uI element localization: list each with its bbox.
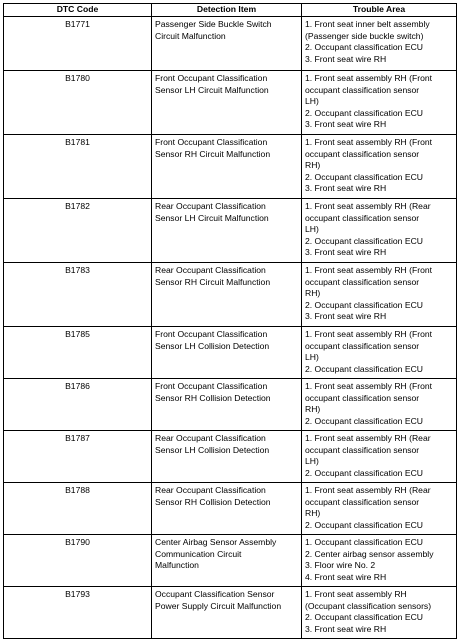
trouble-area-line: 2. Occupant classification ECU bbox=[305, 612, 423, 623]
trouble-area-line: 2. Occupant classification ECU bbox=[305, 235, 423, 246]
trouble-area-line: 3. Front seat wire RH bbox=[305, 623, 387, 634]
trouble-area-line: 2. Occupant classification ECU bbox=[305, 363, 423, 374]
trouble-area-line: 2. Occupant classification ECU bbox=[305, 467, 423, 478]
trouble-area-line: 1. Front seat inner belt assembly bbox=[305, 19, 430, 29]
trouble-area-line: 1. Front seat assembly RH (Front bbox=[305, 265, 433, 275]
trouble-area-cell bbox=[302, 71, 457, 135]
table-row bbox=[4, 431, 457, 483]
table-row bbox=[4, 199, 457, 263]
trouble-area-line: 3. Front seat wire RH bbox=[305, 119, 387, 130]
trouble-area-line: 1. Front seat assembly RH (Rear bbox=[305, 201, 431, 211]
trouble-area-cell bbox=[302, 17, 457, 71]
trouble-area-line: 1. Front seat assembly RH (Front bbox=[305, 329, 433, 339]
trouble-area-line: 1. Front seat assembly RH (Front bbox=[305, 73, 433, 83]
dtc-code-cell: B1780 bbox=[4, 71, 152, 135]
header-dtc-code: DTC Code bbox=[4, 4, 152, 17]
table-row bbox=[4, 263, 457, 327]
trouble-area-cell bbox=[302, 535, 457, 587]
trouble-area-line: 4. Front seat wire RH bbox=[305, 571, 387, 582]
trouble-area-line: occupant classification sensor bbox=[305, 148, 420, 159]
trouble-area-cell bbox=[302, 587, 457, 639]
detection-item-cell bbox=[152, 535, 302, 587]
detection-item-cell bbox=[152, 199, 302, 263]
detection-item-line: Circuit Malfunction bbox=[155, 30, 226, 41]
table-row bbox=[4, 327, 457, 379]
table-header-row bbox=[4, 4, 457, 17]
dtc-code-cell: B1785 bbox=[4, 327, 152, 379]
trouble-area-line: (Occupant classification sensors) bbox=[305, 600, 432, 611]
trouble-area-line: occupant classification sensor bbox=[305, 444, 420, 455]
detection-item-line: Front Occupant Classification bbox=[155, 329, 268, 339]
trouble-area-line: occupant classification sensor bbox=[305, 340, 420, 351]
trouble-area-line: 3. Front seat wire RH bbox=[305, 311, 387, 322]
detection-item-cell bbox=[152, 135, 302, 199]
detection-item-cell bbox=[152, 17, 302, 71]
detection-item-line: Sensor RH Circuit Malfunction bbox=[155, 276, 271, 287]
trouble-area-cell bbox=[302, 431, 457, 483]
detection-item-cell bbox=[152, 327, 302, 379]
trouble-area-line: 2. Occupant classification ECU bbox=[305, 107, 423, 118]
detection-item-line: Sensor RH Collision Detection bbox=[155, 392, 271, 403]
detection-item-line: Sensor RH Circuit Malfunction bbox=[155, 148, 271, 159]
detection-item-line: Sensor RH Collision Detection bbox=[155, 496, 271, 507]
header-detection-item: Detection Item bbox=[152, 4, 302, 17]
detection-item-cell bbox=[152, 379, 302, 431]
trouble-area-line: (Passenger side buckle switch) bbox=[305, 30, 424, 41]
trouble-area-line: 1. Front seat assembly RH (Front bbox=[305, 381, 433, 391]
detection-item-line: Passenger Side Buckle Switch bbox=[155, 19, 272, 29]
detection-item-line: Rear Occupant Classification bbox=[155, 265, 266, 275]
dtc-code-cell: B1783 bbox=[4, 263, 152, 327]
trouble-area-line: 3. Floor wire No. 2 bbox=[305, 560, 376, 571]
detection-item-line: Malfunction bbox=[155, 560, 199, 571]
table-row bbox=[4, 135, 457, 199]
trouble-area-line: 2. Occupant classification ECU bbox=[305, 42, 423, 53]
dtc-code-cell: B1787 bbox=[4, 431, 152, 483]
trouble-area-line: 2. Occupant classification ECU bbox=[305, 299, 423, 310]
trouble-area-line: RH) bbox=[305, 404, 321, 415]
detection-item-line: Rear Occupant Classification bbox=[155, 201, 266, 211]
detection-item-line: Front Occupant Classification bbox=[155, 381, 268, 391]
trouble-area-line: RH) bbox=[305, 508, 321, 519]
trouble-area-line: occupant classification sensor bbox=[305, 496, 420, 507]
detection-item-cell bbox=[152, 431, 302, 483]
dtc-table bbox=[3, 3, 457, 639]
detection-item-cell bbox=[152, 71, 302, 135]
detection-item-line: Front Occupant Classification bbox=[155, 73, 268, 83]
trouble-area-line: 2. Occupant classification ECU bbox=[305, 519, 423, 530]
detection-item-line: Occupant Classification Sensor bbox=[155, 589, 275, 599]
dtc-code-cell: B1793 bbox=[4, 587, 152, 639]
trouble-area-cell bbox=[302, 199, 457, 263]
trouble-area-cell bbox=[302, 327, 457, 379]
trouble-area-line: occupant classification sensor bbox=[305, 212, 420, 223]
detection-item-cell bbox=[152, 263, 302, 327]
trouble-area-line: RH) bbox=[305, 288, 321, 299]
dtc-code-cell: B1782 bbox=[4, 199, 152, 263]
table-row bbox=[4, 483, 457, 535]
table-row bbox=[4, 17, 457, 71]
detection-item-cell bbox=[152, 483, 302, 535]
trouble-area-line: 1. Front seat assembly RH (Rear bbox=[305, 485, 431, 495]
table-row bbox=[4, 587, 457, 639]
trouble-area-line: LH) bbox=[305, 224, 319, 235]
trouble-area-line: 2. Occupant classification ECU bbox=[305, 415, 423, 426]
detection-item-line: Communication Circuit bbox=[155, 548, 242, 559]
trouble-area-line: 1. Occupant classification ECU bbox=[305, 537, 423, 547]
detection-item-line: Rear Occupant Classification bbox=[155, 485, 266, 495]
detection-item-line: Sensor LH Collision Detection bbox=[155, 444, 270, 455]
header-trouble-area: Trouble Area bbox=[302, 4, 457, 17]
dtc-code-cell: B1786 bbox=[4, 379, 152, 431]
trouble-area-line: RH) bbox=[305, 160, 321, 171]
trouble-area-line: LH) bbox=[305, 456, 319, 467]
trouble-area-cell bbox=[302, 263, 457, 327]
dtc-code-cell: B1771 bbox=[4, 17, 152, 71]
dtc-code-cell: B1788 bbox=[4, 483, 152, 535]
trouble-area-line: occupant classification sensor bbox=[305, 84, 420, 95]
table-row bbox=[4, 71, 457, 135]
trouble-area-cell bbox=[302, 135, 457, 199]
trouble-area-line: occupant classification sensor bbox=[305, 276, 420, 287]
detection-item-line: Sensor LH Circuit Malfunction bbox=[155, 84, 269, 95]
trouble-area-line: 2. Occupant classification ECU bbox=[305, 171, 423, 182]
trouble-area-cell bbox=[302, 379, 457, 431]
table-row bbox=[4, 379, 457, 431]
detection-item-line: Power Supply Circuit Malfunction bbox=[155, 600, 282, 611]
trouble-area-line: 1. Front seat assembly RH (Rear bbox=[305, 433, 431, 443]
table-row bbox=[4, 535, 457, 587]
dtc-code-cell: B1790 bbox=[4, 535, 152, 587]
trouble-area-line: LH) bbox=[305, 352, 319, 363]
table-body bbox=[4, 17, 457, 639]
trouble-area-cell bbox=[302, 483, 457, 535]
trouble-area-line: 1. Front seat assembly RH (Front bbox=[305, 137, 433, 147]
detection-item-line: Rear Occupant Classification bbox=[155, 433, 266, 443]
dtc-code-cell: B1781 bbox=[4, 135, 152, 199]
trouble-area-line: 3. Front seat wire RH bbox=[305, 247, 387, 258]
detection-item-line: Sensor LH Circuit Malfunction bbox=[155, 212, 269, 223]
detection-item-line: Front Occupant Classification bbox=[155, 137, 268, 147]
trouble-area-line: LH) bbox=[305, 96, 319, 107]
trouble-area-line: 2. Center airbag sensor assembly bbox=[305, 548, 434, 559]
detection-item-line: Center Airbag Sensor Assembly bbox=[155, 537, 277, 547]
trouble-area-line: 3. Front seat wire RH bbox=[305, 53, 387, 64]
trouble-area-line: 3. Front seat wire RH bbox=[305, 183, 387, 194]
trouble-area-line: 1. Front seat assembly RH bbox=[305, 589, 407, 599]
trouble-area-line: occupant classification sensor bbox=[305, 392, 420, 403]
detection-item-cell bbox=[152, 587, 302, 639]
detection-item-line: Sensor LH Collision Detection bbox=[155, 340, 270, 351]
